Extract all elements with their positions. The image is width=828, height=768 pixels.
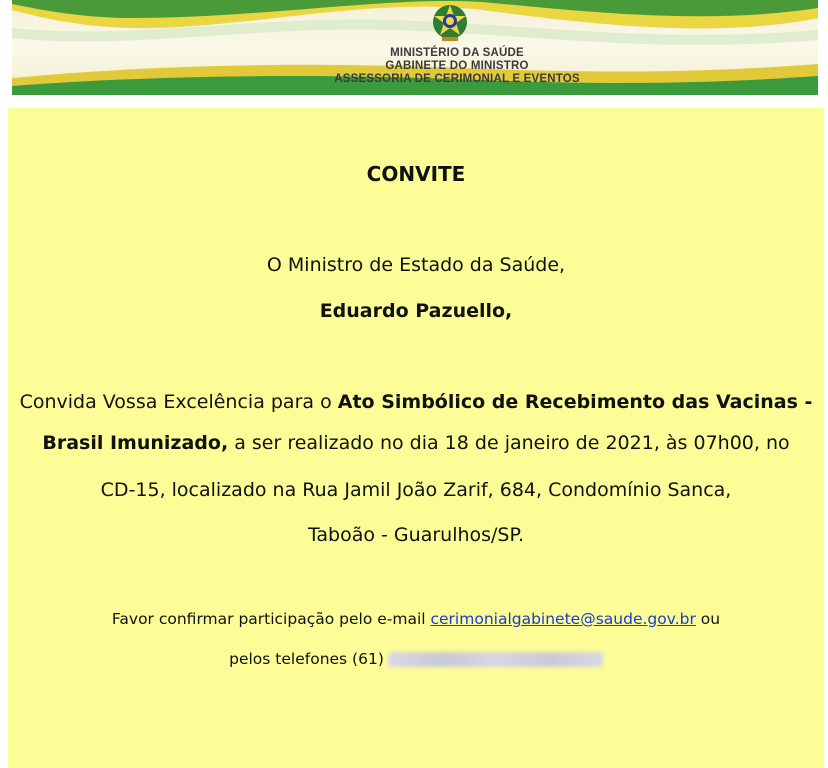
- rsvp-email-link[interactable]: cerimonialgabinete@saude.gov.br: [430, 610, 696, 628]
- event-date-text: a ser realizado no dia 18 de janeiro de 2021, às 07h00, no: [228, 432, 790, 454]
- minister-name: Eduardo Pazuello,: [319, 300, 513, 322]
- invite-text: Convida Vossa Excelência para o: [19, 391, 338, 413]
- invitation-line-1: [8, 391, 824, 413]
- redacted-phone-numbers: [388, 652, 603, 667]
- brazil-coat-of-arms-icon: [429, 2, 471, 44]
- rsvp-or: ou: [695, 610, 721, 628]
- ministry-name: MINISTÉRIO DA SAÚDE: [390, 47, 524, 59]
- department-name: ASSESSORIA DE CERIMONIAL E EVENTOS: [334, 73, 580, 85]
- phones-label: pelos telefones (61): [229, 650, 384, 668]
- event-name-part-1: Ato Simbólico de Recebimento das Vacinas -: [337, 391, 813, 413]
- rsvp-phone-line: [8, 650, 824, 668]
- invitation-line-2: [8, 432, 824, 454]
- rsvp-text: Favor confirmar participação pelo e-mail: [111, 610, 431, 628]
- letterhead: [12, 0, 818, 95]
- cabinet-name: GABINETE DO MINISTRO: [385, 60, 529, 72]
- invitation-card: [8, 108, 824, 768]
- event-city: Taboão - Guarulhos/SP.: [307, 524, 525, 546]
- rsvp-email-line: [8, 610, 824, 628]
- event-address: CD-15, localizado na Rua Jamil João Zarif, 684, Condomínio Sanca,: [100, 479, 732, 501]
- invitation-title: CONVITE: [366, 162, 466, 186]
- minister-intro: O Ministro de Estado da Saúde,: [266, 254, 566, 276]
- event-name-part-2: Brasil Imunizado,: [42, 432, 229, 454]
